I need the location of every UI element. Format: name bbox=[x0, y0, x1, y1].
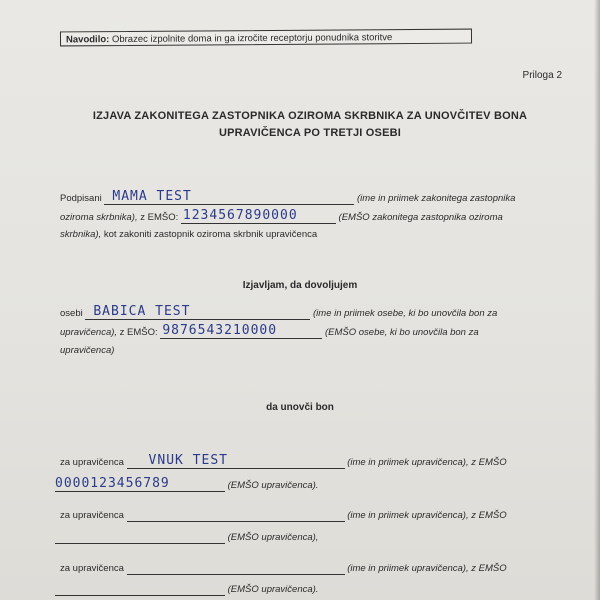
beneficiary-2-emso-hint: (EMŠO upravičenca), bbox=[227, 532, 319, 543]
beneficiary-3-row-2 bbox=[55, 582, 318, 596]
beneficiary-2-emso-field[interactable] bbox=[55, 530, 225, 544]
beneficiary-3-name-hint: (ime in priimek upravičenca), z EMŠO bbox=[347, 563, 507, 574]
signatory-row-3 bbox=[60, 228, 317, 241]
person-emso-hint: (EMŠO osebe, ki bo unovčila bon za bbox=[324, 327, 479, 338]
beneficiary-2-name-hint: (ime in priimek upravičenca), z EMŠO bbox=[347, 510, 507, 521]
person-emso-handwritten: 9876543210000 bbox=[162, 323, 278, 338]
beneficiary-2-row-1 bbox=[60, 508, 507, 522]
signatory-name-handwritten: MAMA TEST bbox=[112, 189, 192, 204]
signatory-name-hint: (ime in priimek zakonitega zastopnika bbox=[357, 193, 516, 204]
person-emso-field[interactable] bbox=[160, 325, 322, 339]
signatory-name-hint-cont: oziroma skrbnika), bbox=[60, 212, 138, 223]
person-row-2 bbox=[60, 325, 479, 339]
signatory-name-field[interactable] bbox=[104, 191, 354, 205]
declare-heading: Izjavljam, da dovoljujem bbox=[242, 280, 358, 291]
signatory-emso-handwritten: 1234567890000 bbox=[182, 208, 298, 223]
person-name-handwritten: BABICA TEST bbox=[93, 304, 191, 319]
redeem-heading: da unovči bon bbox=[266, 402, 334, 413]
form-title-line-1: IZJAVA ZAKONITEGA ZASTOPNIKA OZIROMA SKRBNIKA ZA UNOVČITEV BONA bbox=[92, 110, 528, 122]
beneficiary-1-row-2 bbox=[55, 478, 318, 492]
beneficiary-2-prefix: za upravičenca bbox=[60, 510, 124, 521]
signatory-row-2 bbox=[60, 210, 503, 224]
beneficiary-3-emso-hint: (EMŠO upravičenca). bbox=[227, 584, 319, 595]
beneficiary-1-name-handwritten: VNUK TEST bbox=[148, 453, 228, 468]
beneficiary-1-emso-field[interactable] bbox=[55, 478, 225, 492]
signatory-emso-hint: (EMŠO zakonitega zastopnika oziroma bbox=[338, 212, 503, 223]
beneficiary-3-prefix: za upravičenca bbox=[60, 563, 124, 574]
signatory-emso-label: z EMŠO: bbox=[140, 212, 179, 223]
person-prefix: osebi bbox=[60, 308, 83, 319]
person-emso-hint-cont: upravičenca) bbox=[60, 345, 115, 356]
signatory-emso-hint-cont: skrbnika), bbox=[60, 229, 102, 240]
beneficiary-1-emso-handwritten: 0000123456789 bbox=[55, 476, 170, 491]
instruction-text: Obrazec izpolnite doma in ga izročite receptorju ponudnika storitve bbox=[109, 32, 393, 46]
signatory-prefix: Podpisani bbox=[60, 193, 102, 204]
signatory-emso-field[interactable] bbox=[181, 210, 336, 224]
beneficiary-3-name-field[interactable] bbox=[127, 561, 345, 575]
person-emso-label: z EMŠO: bbox=[119, 327, 158, 338]
person-name-field[interactable] bbox=[85, 306, 310, 320]
person-name-hint: (ime in priimek osebe, ki bo unovčila bon za bbox=[313, 308, 498, 319]
beneficiary-1-emso-hint: (EMŠO upravičenca). bbox=[227, 480, 319, 491]
annex-label: Priloga 2 bbox=[522, 70, 562, 81]
instruction-box bbox=[60, 29, 472, 47]
form-title-line-2: UPRAVIČENCA PO TRETJI OSEBI bbox=[218, 127, 402, 139]
signatory-tail: kot zakoniti zastopnik oziroma skrbnik upravičenca bbox=[103, 229, 318, 240]
beneficiary-1-name-field[interactable] bbox=[127, 455, 345, 469]
beneficiary-2-row-2 bbox=[55, 530, 318, 544]
beneficiary-3-emso-field[interactable] bbox=[55, 582, 225, 596]
person-row-1 bbox=[60, 306, 497, 320]
person-name-hint-cont: upravičenca), bbox=[60, 327, 118, 338]
beneficiary-1-row-1 bbox=[60, 455, 507, 469]
person-row-3 bbox=[60, 344, 114, 357]
beneficiary-1-name-hint: (ime in priimek upravičenca), z EMŠO bbox=[347, 457, 507, 468]
beneficiary-2-name-field[interactable] bbox=[127, 508, 345, 522]
beneficiary-3-row-1 bbox=[60, 561, 507, 575]
beneficiary-1-prefix: za upravičenca bbox=[60, 457, 124, 468]
signatory-row-1 bbox=[60, 191, 515, 205]
page-edge-shadow bbox=[594, 0, 600, 600]
instruction-label: Navodilo: bbox=[65, 34, 110, 46]
